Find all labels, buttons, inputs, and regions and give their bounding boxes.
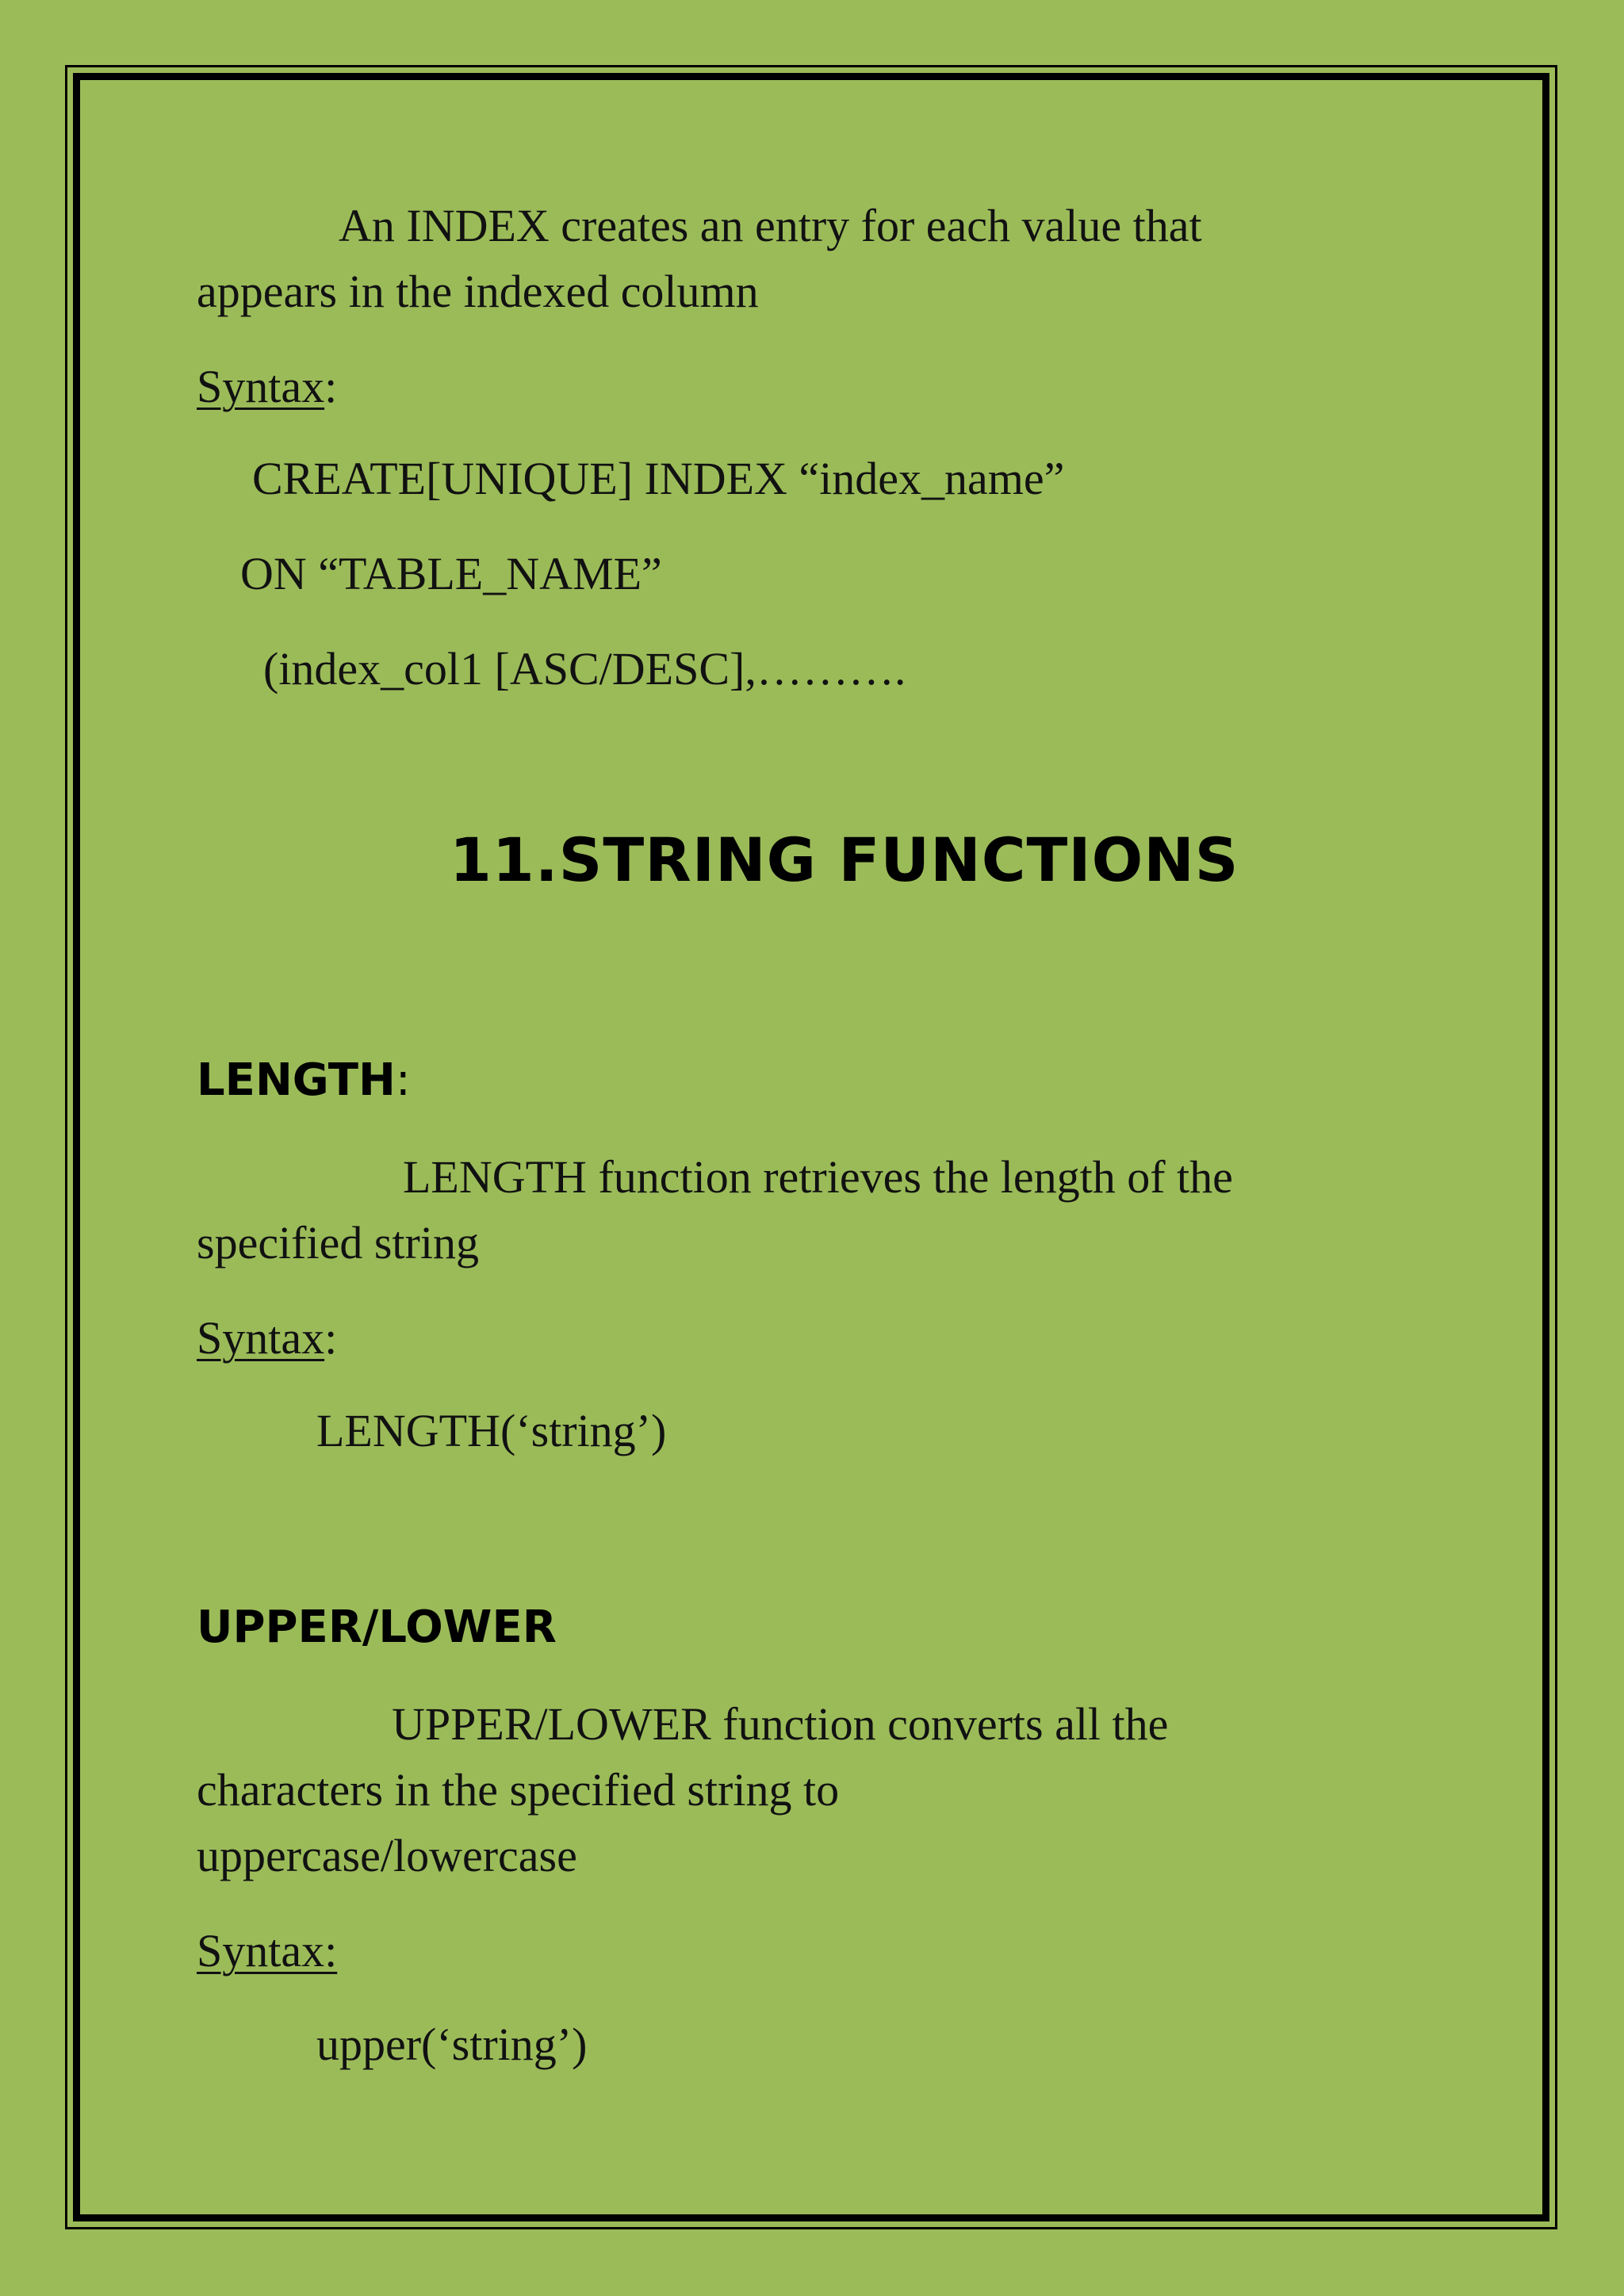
- index-syntax-code-line-1: CREATE[UNIQUE] INDEX “index_name”: [252, 453, 1065, 504]
- upper-lower-paragraph-line-2: characters in the specified string to: [197, 1764, 840, 1816]
- length-paragraph-line-1: LENGTH function retrieves the length of the: [403, 1151, 1233, 1203]
- upper-lower-heading: UPPER/LOWER: [197, 1601, 557, 1653]
- upper-lower-paragraph-line-3: uppercase/lowercase: [197, 1830, 577, 1881]
- upper-lower-syntax-label: Syntax:: [197, 1925, 338, 1976]
- index-syntax-code-line-3: (index_col1 [ASC/DESC],……….: [263, 643, 906, 695]
- length-heading: LENGTH:: [197, 1054, 411, 1106]
- length-syntax-code: LENGTH(‘string’): [316, 1405, 667, 1456]
- length-syntax-label: Syntax:: [197, 1312, 338, 1364]
- index-paragraph-line-1: An INDEX creates an entry for each value that: [339, 200, 1202, 251]
- upper-lower-syntax-code: upper(‘string’): [316, 2019, 588, 2070]
- index-syntax-code-line-2: ON “TABLE_NAME”: [240, 548, 662, 599]
- index-paragraph-line-2: appears in the indexed column: [197, 266, 759, 317]
- length-paragraph-line-2: specified string: [197, 1217, 479, 1269]
- index-syntax-label: Syntax:: [197, 361, 338, 412]
- chapter-title: 11.STRING FUNCTIONS: [450, 825, 1239, 895]
- upper-lower-paragraph-line-1: UPPER/LOWER function converts all the: [392, 1698, 1169, 1750]
